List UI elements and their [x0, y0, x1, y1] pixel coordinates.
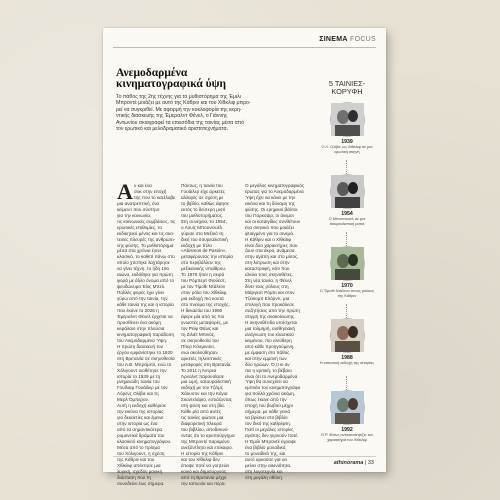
body-text-line: αλλαγές σε σχέση με	[181, 194, 224, 200]
body-text-line: της που το κατέλαβε	[134, 194, 176, 200]
body-text-line: με έμφαση στο πάθος	[245, 349, 290, 355]
body-text-line: Ο μεγάλος κινηματογραφικός	[245, 183, 305, 188]
body-text-line: της Μπροντέ παραμένει	[181, 438, 230, 444]
article-title	[116, 68, 306, 90]
body-text-line: από τα σημαντικότερα	[117, 427, 163, 433]
body-text-line: δύο ηρώων. Ό,τι κι αν	[245, 361, 290, 367]
intro-line: Το πάθος της 2ης τέχνης για το μυθιστόρημα της Έμιλι	[116, 94, 241, 100]
body-text-line: του Ανεμοδαρμένα Ύψη.	[117, 337, 168, 343]
body-text-line: εικόνα και τη δύναμη της	[245, 200, 296, 206]
film-caption: Η ιαπωνική εκδοχή της ιστορίας	[319, 360, 375, 365]
body-text-line: επιλογή που προκάλεσε	[245, 302, 295, 308]
page-number: 33	[367, 460, 374, 466]
sidebar-title-line: 5 ΤΑΙΝΙΕΣ-	[328, 79, 366, 88]
body-text-line: ελκύει τους σκηνοθέτες.	[245, 272, 294, 278]
title-line: κινηματογραφικά ύψη	[116, 78, 227, 90]
body-text-line: έπαψε ποτέ να γοητεύει	[181, 462, 230, 468]
body-text-line: γύρω από την ταινία, την	[117, 296, 168, 302]
body-text-line: ζουν στα άκρα, ανάμεσα	[245, 248, 295, 254]
body-text-line: «Abismos de Pasión»,	[181, 248, 227, 254]
body-text-line: για δεκαετίες και έμεινε	[117, 415, 164, 421]
body-text-line: δική του σουρεαλιστική	[181, 236, 228, 242]
body-text-line: μνημειώδη ταινία του	[117, 379, 160, 385]
film-year: 1970	[341, 283, 353, 289]
body-text-line: Η πρώτη διασκευή του	[117, 343, 164, 349]
body-text-line: την εικόνα της ιστορίας	[117, 409, 164, 415]
body-text-line: τη Ζιλιέτ Μπινός,	[181, 331, 216, 337]
magazine-name: athinorama	[333, 460, 364, 466]
title-line: Ανεμοδαρμένα	[116, 67, 188, 79]
body-text-line: Πολλές φορές έχει γίνει	[117, 290, 165, 296]
body-text-line: του Α.Β. Μπράμπλ, ενώ το	[117, 361, 172, 367]
body-text-line: φτιαγμένο για το σινεμά.	[245, 230, 295, 236]
film-year: 1988	[341, 355, 353, 361]
body-text-line: να βρίσκει στο βιβλίο	[245, 415, 288, 421]
body-text-line: Τζέικομπ Ελόρντι, μια	[245, 296, 290, 302]
body-text-line: Αυτή η εκδοχή καθόρισε	[117, 403, 167, 409]
body-text-line: Στη νέα ταινία, η Φένελ	[245, 278, 292, 284]
film-year: 1954	[341, 211, 353, 217]
film-entry	[314, 102, 380, 154]
body-text-line: και στην εμμονή των	[245, 355, 287, 361]
body-text-line: όπως έκανε από την	[245, 397, 287, 403]
body-text-line: για την κοινωνία,	[117, 212, 152, 218]
timeline-connector	[346, 160, 347, 174]
body-text-line: Χίθκλιφ απέκτησε μια	[117, 462, 161, 468]
body-text-line: στη λύτρωση και στην	[245, 260, 290, 266]
body-text-line: φύσης. Οι ερημικοί βάλτοι	[245, 206, 298, 212]
intro-line: Αντωνίου σκιαγραφεί τα επεισόδια της ταινίας μέσα από	[116, 119, 245, 126]
body-text-line: σε σκηνοθεσία του	[181, 337, 219, 343]
film-still-photo	[330, 390, 365, 425]
body-text-line: μεταφέροντας την ιστορία	[181, 254, 233, 260]
body-text-line: του Ρόμπερτ Φιούεστ,	[181, 278, 226, 284]
section-label: ΣΙΝΕΜΑ	[319, 36, 348, 43]
body-text-line: αγάπης δεν γερνούν ποτέ.	[245, 433, 299, 439]
body-text-line: Κάθε μία από αυτές	[181, 409, 222, 415]
body-text-line: μεταφορές στη Βρετανία.	[181, 361, 232, 367]
film-still-photo	[330, 318, 365, 353]
body-text-line: στην αγάπη και στο μίσος,	[245, 254, 299, 260]
body-text-line: στιγμή της ανακοίνωσης.	[245, 313, 296, 319]
body-text-line: ενώ ακολούθησαν	[181, 349, 218, 355]
body-text-line: εκδοχή με τίτλο	[181, 242, 212, 248]
body-text-line: κείμενο που σύστηνε	[117, 206, 160, 212]
body-text-line: στη φύση και στη βία.	[181, 403, 225, 409]
article-intro	[116, 94, 308, 132]
body-text-line: τον Ρέιφ Φάινς και	[181, 325, 219, 331]
body-text-line: γύρισε στο Μεξικό τη	[181, 230, 224, 236]
body-text-line: σοκ στην εποχή	[134, 188, 167, 194]
body-text-line: Η Κάθριν και ο Χίθκλιφ	[245, 236, 292, 242]
body-text-line: ψευδώνυμο Έλις Μπελ.	[117, 284, 166, 290]
body-text-line: Πάντως, η ταινία του	[181, 183, 223, 188]
body-text-line: Μέσα από το πρίσμα	[117, 444, 160, 450]
body-text-line: καταστροφή, κάτι που	[245, 266, 290, 272]
body-text-line: την Ιαπωνία και πέρα.	[181, 480, 226, 486]
page-footer: athinorama | 33	[333, 460, 374, 466]
footer-divider	[113, 456, 376, 457]
body-text-line: ο Λουίς Μπουνιουέλ	[181, 224, 222, 230]
body-text-line: συνοδεύει έως σήμερα.	[117, 480, 165, 486]
film-caption: Ο Λ. Ολίβιε ως Χίθκλιφ σε μια ερωτική σκηνή	[321, 144, 373, 154]
body-text-line: ανεξάντλητο και επίκαιρο.	[181, 444, 233, 450]
body-text-line: εκδικητικό μένος και τις σκο-	[117, 230, 175, 236]
body-text-line: εκτός το δεύτερο μισό	[181, 206, 226, 212]
body-text-line: Η ιστορία της Κάθριν	[181, 450, 224, 456]
body-text-line: κεφάλαιο στην πλούσια	[117, 325, 165, 331]
body-text-line: να γίνει τέχνη, το ήδη 19ο	[117, 266, 170, 272]
body-text-line: που έκανε το 2026 η	[117, 308, 159, 314]
film-caption: Ο Ρ. Φάινς αντικατοπτρίζει τον χαρακτήρα του Χίθκλιφ	[320, 432, 374, 442]
header-divider	[113, 47, 376, 48]
film-entry	[314, 318, 380, 363]
body-text-line: του μυθιστορήματος.	[181, 212, 224, 218]
body-text-line: αιώνα, εκδόθηκε για πρώτη	[117, 272, 173, 278]
body-text-line: κλασικό, το καθετί πάνω στο	[117, 254, 175, 260]
film-entry	[314, 246, 380, 298]
body-text-line: Σκοντελάριο, εστιάζοντας	[181, 397, 232, 403]
body-text-line: είναι ότι το Ανεμοδαρμένα	[245, 373, 298, 379]
body-text-line: Πίτερ Κόσμινσκι,	[181, 343, 215, 349]
sidebar-title-line: ΚΟΡΥΦΗ	[331, 87, 363, 96]
body-text-line: από κάθε προηγούμενη,	[245, 343, 295, 349]
body-text-line: κλασικού κινηματογράφου.	[117, 438, 172, 444]
body-text-line: τεινές πλευρές της ανθρώπι-	[117, 236, 176, 242]
body-text-line: στο περιβάλλον της	[181, 260, 221, 266]
body-text-line: διαφορετική πλευρά	[181, 421, 222, 427]
body-text-line: κάθε ταινία της και η ιστορία	[117, 302, 174, 308]
intro-line: Μπροντέ μοιάζει με αυτό της Κάθριν και του Χίθκλιφ μπρο-	[116, 100, 251, 107]
body-text-line: στο πνεύμα της εποχής.	[181, 302, 230, 308]
film-still-photo	[330, 174, 365, 209]
magazine-page	[103, 28, 386, 486]
body-text-line: γνωστές μεταφορές, με	[181, 319, 229, 325]
body-text-line: του βιβλίου, αποδεικνύ-	[181, 427, 229, 433]
body-text-line: ερωτικές επιθυμίες, το	[117, 224, 162, 230]
body-text-line: του Γιορκσάιρ, οι άνεμοι	[245, 212, 294, 218]
body-text-line: Άρνολντ παρουσίασε	[181, 373, 224, 379]
body-text-line: μέσα στα χρόνια έγινε	[117, 248, 162, 254]
body-text-line: Στη συνέχεια, το 1954,	[181, 218, 227, 224]
section-header	[319, 36, 376, 43]
body-text-line: τις κοινωνικές συμβάσεις, τις	[117, 218, 176, 224]
article-column-1	[117, 179, 177, 487]
timeline-connector	[346, 232, 347, 246]
body-text-line: έρωτας για το Ανεμοδαρμένα	[245, 188, 304, 194]
body-text-line: Το 1970 ήταν η σειρά	[181, 272, 225, 278]
film-year: 1939	[341, 139, 353, 145]
body-text-line: Χόλιγουντ υιοθέτησε την	[117, 367, 167, 373]
body-text-line: τις ταινίες φώτισε μια	[181, 415, 224, 421]
body-text-line: ν και ένα	[134, 183, 152, 188]
body-text-line: ένα σκηνικό που μοιάζει	[245, 224, 294, 230]
body-text-line: οποίο χτίστηκε λαχτάρησε	[117, 260, 170, 266]
body-text-line: με τον Τίμοθι Ντάλτον	[181, 284, 226, 290]
body-text-line: δίνει τους ρόλους στη	[245, 284, 289, 290]
body-text-line: ιστορία το 1939 με τη	[117, 373, 161, 379]
body-text-line: Ύψη θα συνεχίσει να	[245, 379, 288, 385]
body-text-line: κοινό και δημιουργούς,	[181, 468, 228, 474]
body-text-line: αυτό αρκούσε για να	[245, 456, 287, 462]
top-five-sidebar	[314, 80, 380, 460]
body-text-line: Μάργκοτ Ρόμπι και στον	[245, 290, 295, 296]
body-text-line: Έμεραλντ Φένελ έρχεται να	[117, 313, 173, 319]
intro-line: ντικής διασκευής της Έμεραλντ Φένελ, ο Γιάννης	[116, 113, 228, 120]
body-text-line: ένα βιβλίο μοναδικό,	[245, 444, 287, 450]
body-text-line: διάσταση που τη	[117, 474, 151, 480]
body-text-line: Λόρενς Ολίβιε και τη	[117, 391, 159, 397]
body-text-line: Γουίλιαμ Γουάιλερ με τον	[117, 385, 168, 391]
drop-cap: Α	[117, 179, 133, 204]
body-text-line: οντας ότι το αριστούργημα	[181, 433, 235, 439]
body-text-line: Η δεκαετία του 1990	[181, 308, 223, 314]
body-text-line: μείνει στην αιωνιότητα,	[245, 462, 292, 468]
body-text-line: τον δικό της καθρέφτη.	[245, 421, 292, 427]
body-text-line: στην ιστορία ως ένα	[117, 421, 158, 427]
body-text-line: για πολλά χρόνια ακόμη,	[245, 391, 296, 397]
body-text-line: Το 2011 η Άντρεα	[181, 367, 217, 373]
film-caption: Ο Τίμοθι Ντάλτον στους ρόλους της Κάθριν	[319, 288, 375, 298]
film-still-photo	[330, 246, 365, 281]
body-text-line: πει η κριτική, το βέβαιο	[245, 367, 292, 373]
body-text-line: έργου εμφανίστηκε το 1920	[117, 349, 173, 355]
body-text-line: από τη Βρετανία μέχρι	[181, 474, 227, 480]
film-still-photo	[330, 102, 365, 137]
body-text-line: σήμερα, με κάθε γενιά	[245, 409, 290, 415]
body-text-line: της Κάθριν και του	[117, 456, 155, 462]
body-text-line: μεξικανικής υπαίθρου.	[181, 266, 227, 272]
body-text-line: έφερε μία από τις πιο	[181, 313, 225, 319]
body-text-line: το μοναδικό της, και	[245, 450, 286, 456]
body-text-line: στον ρόλο του Χίθκλιφ,	[181, 290, 228, 296]
body-text-line: είναι δύο χαρακτήρες που	[245, 242, 298, 248]
body-text-line: στη μεγάλη οθόνη.	[245, 474, 284, 480]
body-text-line: Ύψη έχει να κάνει με την	[245, 194, 296, 200]
film-caption: Ο Μπουνιουέλ σε μια σουρεαλιστική ματιά	[328, 216, 366, 226]
body-text-line: Η σκηνοθέτιδα υπόσχεται	[245, 319, 298, 325]
intro-line: τον ερωτικό και μελοδραματικό αριστοτεχνήματα.	[116, 126, 228, 133]
body-text-line: και οι καταιγίδες συνθέτουν	[245, 218, 301, 224]
body-text-line: αρκετές τηλεοπτικές	[181, 355, 222, 361]
timeline-connector	[346, 304, 347, 318]
body-text-line: λυρική, σχεδόν μαγική	[117, 468, 163, 474]
body-text-line: ανάγνωση του κλασικού	[245, 331, 294, 337]
body-text-line: μια τολμηρή, αισθησιακή	[245, 325, 296, 331]
body-text-line: προσθέσει ένα ακόμη	[117, 319, 161, 325]
body-text-line: Γουάιλερ είχε αρκετές	[181, 188, 226, 194]
subsection-label: FOCUS	[350, 36, 376, 43]
body-text-line: στη Βρετανία σε σκηνοθεσία	[117, 355, 175, 361]
body-text-line: μια εκδοχή πιο κοντά	[181, 296, 224, 302]
film-entry	[314, 174, 380, 226]
body-text-line: Γιατί οι μεγάλες ιστορίες	[245, 427, 294, 433]
body-text-line: εκδοχή με τον Τζέιμς	[181, 385, 224, 391]
article-column-3	[245, 183, 307, 481]
body-text-line: του Χόλιγουντ, η σχέση	[117, 450, 165, 456]
intro-line: ρεί να συγκριθεί. Με αφορμή την κυκλοφορία της εκρη-	[116, 106, 242, 113]
body-text-line: ρομαντικά δράματα του	[117, 433, 165, 439]
body-text-line: μια ωμή, νατουραλιστική	[181, 379, 231, 385]
sidebar-title	[314, 80, 380, 96]
body-text-line: Χάουσον και την Κάγια	[181, 391, 228, 397]
timeline-connector	[346, 376, 347, 390]
body-text-line: το βιβλίο, καθώς άφησε	[181, 200, 229, 206]
body-text-line: στη λογοτεχνία και	[245, 468, 283, 474]
body-text-line: φορά με άλλο όνομα από το	[117, 278, 175, 284]
body-text-line: νης φύσης. Το μυθιστόρημα	[117, 242, 174, 248]
body-text-line: εποχή του βωβού μέχρι	[245, 403, 293, 409]
body-text-line: και του Χίθκλιφ δεν	[181, 456, 220, 462]
body-text-line: Η Έμιλι Μπροντέ έγραψε	[245, 438, 296, 444]
article-column-2	[181, 183, 241, 487]
body-text-line: κινηματογραφική παράδοση	[117, 331, 174, 337]
film-entry	[314, 390, 380, 442]
body-text-line: μια ανατρεπτική, ένα	[117, 200, 160, 206]
body-text-line: συζητήσεις από την πρώτη	[245, 308, 300, 314]
body-text-line: εμπνέει τον κινηματογράφο	[245, 385, 301, 391]
body-text-line: κειμένου, πιο ελεύθερη	[245, 337, 292, 343]
body-text-line: Μερλ Όμπερον.	[117, 397, 150, 403]
film-year: 1992	[341, 427, 353, 433]
